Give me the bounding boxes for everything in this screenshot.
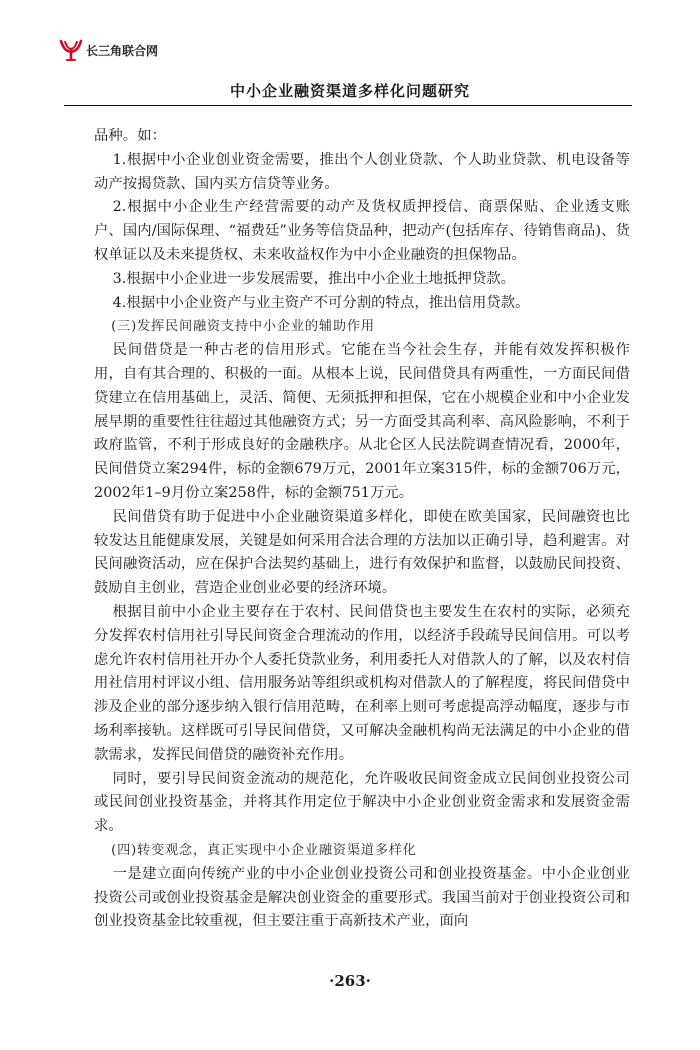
paragraph: 同时，要引导民间资金流动的规范化，允许吸收民间资金成立民间创业投资公司或民间创业投资基金，并将其作用定位于解决中小企业创业资金需求和发展资金需求。 <box>94 770 630 835</box>
list-item-3: 3.根据中小企业进一步发展需要，推出中小企业土地抵押贷款。 <box>112 270 516 287</box>
logo-icon <box>59 38 83 62</box>
section-heading-4: (四)转变观念，真正实现中小企业融资渠道多样化 <box>111 842 417 858</box>
paragraph-continuation: 品种。如： <box>94 128 166 144</box>
page-number: ·263· <box>329 972 371 990</box>
body-text <box>94 125 630 934</box>
paragraph: 民间借贷是一种古老的信用形式。它能在当今社会生存，并能有效发挥积极作用，自有其合理的、积极的一面。从根本上说，民间借贷具有两重性，一方面民间借贷建立在信用基础上，灵活、简便、无须抵押和担保，它在小规模企业和中小企业发展早期的重要性往往超过其他融资方式；另一方面受其高利率、高风险影响，不利于政府监管，不利于形成良好的金融秩序。从北仑区人民法院调查情况看，2000年，民间借贷立案294件，标的金额679万元，2001年立案315件，标的金额706万元，2002年1–9月份立案258件，标的金额751万元。 <box>94 342 630 501</box>
running-title: 中小企业融资渠道多样化问题研究 <box>229 82 470 100</box>
paragraph: 民间借贷有助于促进中小企业融资渠道多样化，即使在欧美国家，民间融资也比较发达且能健康发展，关键是如何采用合法合理的方法加以正确引导，趋利避害。对民间融资活动，应在保护合法契约基础上，进行有效保护和监督，以鼓励民间投资、鼓励自主创业，营造企业创业必要的经济环境。 <box>94 508 630 597</box>
list-item-2: 2.根据中小企业生产经营需要的动产及货权质押授信、商票保贴、企业透支账户、国内/国际保理、“福费廷”业务等信贷品种，把动产(包括库存、待销售商品)、货权单证以及未来提货权、未来收益权作为中小企业融资的担保物品。 <box>94 199 630 263</box>
header-rule <box>64 105 632 106</box>
list-item-1: 1.根据中小企业创业资金需要，推出个人创业贷款、个人助业贷款、机电设备等动产按揭贷款、国内买方信贷等业务。 <box>94 151 630 192</box>
logo-text: 长三角联合网 <box>86 44 159 58</box>
section-heading-3: (三)发挥民间融资支持中小企业的辅助作用 <box>111 319 375 335</box>
paragraph: 一是建立面向传统产业的中小企业创业投资公司和创业投资基金。中小企业创业投资公司或创业投资基金是解决创业资金的重要形式。我国当前对于创业投资公司和创业投资基金比较重视，但主要注重于高新技术产业，面向 <box>94 865 630 930</box>
list-item-4: 4.根据中小企业资产与业主资产不可分割的特点，推出信用贷款。 <box>112 294 530 311</box>
paragraph: 根据目前中小企业主要存在于农村、民间借贷也主要发生在农村的实际，必须充分发挥农村信用社引导民间资金合理流动的作用，以经济手段疏导民间信用。可以考虑允许农村信用社开办个人委托贷款业务，利用委托人对借款人的了解，以及农村信用社信用村评议小组、信用服务站等组织或机构对借款人的了解程度，将民间借贷中涉及企业的部分逐步纳入银行信用范畴，在利率上则可考虑提高浮动幅度，逐步与市场利率接轨。这样既可引导民间借贷，又可解决金融机构尚无法满足的中小企业的借款需求，发挥民间借贷的融资补充作用。 <box>94 603 630 763</box>
